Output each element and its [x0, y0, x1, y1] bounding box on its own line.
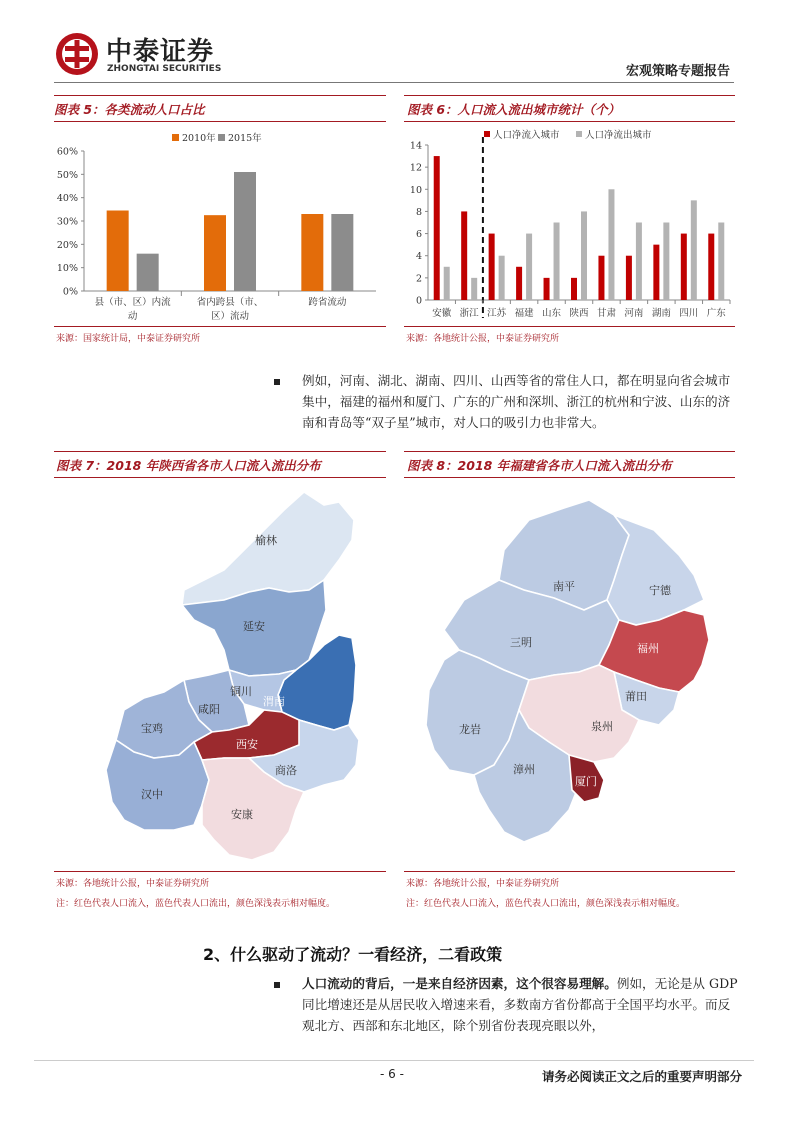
fig6-ytick: 14 — [409, 140, 422, 152]
fig5-title-rule — [54, 121, 386, 122]
fig8-bottom-rule — [404, 871, 735, 872]
fig6-xtick-label: 江苏 — [487, 308, 507, 319]
fig5-ytick: 50% — [56, 169, 78, 181]
label-baoji: 宝鸡 — [141, 722, 163, 735]
fig5-ytick: 30% — [56, 216, 78, 228]
fig6-ytick: 10 — [409, 184, 422, 196]
fig7-title: 图表 7：2018 年陕西省各市人口流入流出分布 — [56, 458, 321, 473]
fig6-xtick-label: 陕西 — [569, 308, 589, 319]
fig5-legend-label-1: 2015年 — [228, 133, 262, 144]
fig5-legend-swatch-1 — [218, 134, 225, 141]
company-logo-icon — [54, 31, 100, 77]
fig5-bar — [137, 254, 159, 291]
fig6-bar — [571, 278, 577, 300]
fig6-xtick-label: 福建 — [514, 308, 534, 319]
fig6-bar — [636, 223, 642, 301]
fig6-bar — [663, 223, 669, 301]
fig6-ytick: 6 — [415, 229, 422, 241]
fig6-top-rule — [404, 95, 735, 96]
fig6-bar — [626, 256, 632, 300]
fig5-ytick: 40% — [56, 193, 78, 205]
section-heading: 2、什么驱动了流动？一看经济，二看政策 — [203, 945, 503, 964]
fig6-bar — [691, 200, 697, 300]
fig6-bar — [554, 223, 560, 301]
label-ankang: 安康 — [231, 808, 253, 821]
label-shangluo: 商洛 — [275, 764, 297, 777]
page-number: - 6 - — [380, 1067, 404, 1081]
label-hanzhong: 汉中 — [141, 788, 163, 801]
fig8-top-rule — [404, 451, 735, 452]
fig5-xtick-label: 省内跨县（市、区）流动 — [196, 297, 264, 322]
fig6-bar — [653, 245, 659, 300]
fig6-bar — [461, 211, 467, 300]
fig8-note: 注：红色代表人口流入，蓝色代表人口流出，颜色深浅表示相对幅度。 — [406, 899, 686, 909]
fig6-xtick-label: 四川 — [679, 308, 699, 319]
fig6-bar — [581, 211, 587, 300]
fig6-xtick-label: 甘肃 — [596, 308, 616, 319]
fig6-bar — [444, 267, 450, 300]
fig7-source: 来源：各地统计公报，中泰证券研究所 — [56, 879, 210, 889]
paragraph-1: 例如，河南、湖北、湖南、四川、山西等省的常住人口，都在明显向省会城市集中，福建的福州和厦门、广东的广州和深圳、浙江的杭州和宁波、山东的济南和青岛等“双子星”城市，对人口的吸引力也非常大。 — [302, 373, 731, 430]
fig6-source: 来源：各地统计公报，中泰证券研究所 — [406, 334, 560, 344]
fig5-ytick: 20% — [56, 239, 78, 251]
fig7-top-rule — [54, 451, 386, 452]
fig6-xtick-label: 安徽 — [432, 308, 452, 319]
label-yulin: 榆林 — [255, 534, 277, 547]
fig5-legend-label-0: 2010年 — [182, 133, 216, 144]
paragraph-2-rest: 例如，无论是从 GDP 同比增速还是从居民收入增速来看，多数南方省份都高于全国平均水平。而反观北方、西部和东北地区，除个别省份表现亮眼以外， — [302, 976, 738, 1033]
fig6-bar — [516, 267, 522, 300]
label-putian: 莆田 — [625, 690, 647, 703]
fig5-legend-swatch-0 — [172, 134, 179, 141]
fig6-xtick-label: 山东 — [542, 308, 562, 319]
label-quanzhou: 泉州 — [591, 720, 613, 733]
bullet-2 — [274, 982, 280, 988]
fig6-bar — [544, 278, 550, 300]
fig5-xtick-label: 县（市、区）内流动 — [94, 297, 171, 322]
fig5-bottom-rule — [54, 326, 386, 327]
fig5-title: 图表 5：各类流动人口占比 — [54, 102, 205, 117]
fig6-bar — [608, 189, 614, 300]
fig6-ytick: 12 — [409, 162, 422, 174]
fig6-ytick: 8 — [415, 206, 422, 218]
fig6-legend-swatch-0 — [484, 131, 490, 137]
label-longyan: 龙岩 — [459, 723, 481, 736]
label-xian: 西安 — [236, 738, 258, 751]
label-tongchuan: 铜川 — [230, 685, 252, 698]
label-ningde: 宁德 — [649, 584, 671, 597]
fig6-bar — [526, 234, 532, 300]
fig8-source: 来源：各地统计公报，中泰证券研究所 — [406, 879, 560, 889]
fig6-bar — [598, 256, 604, 300]
fig6-xtick-label: 浙江 — [459, 308, 479, 319]
fig6-bar — [489, 234, 495, 300]
fig6-bottom-rule — [404, 326, 735, 327]
fig6-bar — [708, 234, 714, 300]
header-divider — [54, 82, 734, 83]
fig6-legend-label-0: 人口净流入城市 — [493, 130, 560, 141]
label-fuzhou: 福州 — [637, 642, 659, 655]
shaanxi-map — [54, 480, 386, 868]
fig6-bar — [471, 278, 477, 300]
fig5-source: 来源：国家统计局，中泰证券研究所 — [56, 334, 201, 344]
fig7-bottom-rule — [54, 871, 386, 872]
fig5-bar — [204, 215, 226, 291]
fig8-title-rule — [404, 477, 735, 478]
fig5-ytick: 10% — [56, 263, 78, 275]
fig5-bar — [234, 172, 256, 291]
fig7-title-rule — [54, 477, 386, 478]
fig6-bar — [681, 234, 687, 300]
footer-disclaimer: 请务必阅读正文之后的重要声明部分 — [541, 1069, 742, 1084]
fig6-bar — [499, 256, 505, 300]
fig7-note: 注：红色代表人口流入，蓝色代表人口流出，颜色深浅表示相对幅度。 — [56, 899, 336, 909]
fig5-chart — [54, 123, 386, 325]
label-sanming: 三明 — [510, 636, 532, 649]
fig6-legend-swatch-1 — [576, 131, 582, 137]
fig6-xtick-label: 广东 — [706, 308, 726, 319]
label-xiamen: 厦门 — [575, 775, 597, 788]
label-zhangzhou: 漳州 — [513, 763, 535, 776]
fig6-ytick: 2 — [415, 273, 422, 285]
paragraph-2 — [302, 973, 740, 1036]
fig6-title-rule — [404, 121, 735, 122]
fig6-bar — [718, 223, 724, 301]
fig6-ytick: 0 — [415, 295, 422, 307]
fig6-ytick: 4 — [415, 251, 422, 263]
fig6-chart — [404, 123, 735, 325]
logo-en: ZHONGTAI SECURITIES — [107, 64, 222, 74]
fig5-xtick-label: 跨省流动 — [308, 297, 347, 308]
footer-divider — [34, 1060, 754, 1061]
fig6-title: 图表 6：人口流入流出城市统计（个） — [407, 102, 621, 117]
fig5-top-rule — [54, 95, 386, 96]
fig5-ytick: 0% — [62, 286, 78, 298]
fig5-bar — [301, 214, 323, 291]
fig5-bar — [331, 214, 353, 291]
fujian-map — [404, 480, 735, 868]
fig5-bar — [107, 211, 129, 292]
label-yanan: 延安 — [243, 620, 265, 633]
logo-cn: 中泰证券 — [106, 37, 215, 67]
fig6-xtick-label: 湖南 — [651, 308, 671, 319]
label-xianyang: 咸阳 — [198, 703, 220, 716]
report-type: 宏观策略专题报告 — [625, 64, 730, 79]
label-weinan: 渭南 — [263, 695, 285, 708]
fig6-bar — [434, 156, 440, 300]
bullet-1 — [274, 379, 280, 385]
label-nanping: 南平 — [553, 580, 575, 593]
fig6-legend-label-1: 人口净流出城市 — [585, 130, 652, 141]
fig5-ytick: 60% — [56, 146, 78, 158]
paragraph-2-bold: 人口流动的背后，一是来自经济因素，这个很容易理解。 — [302, 976, 617, 991]
fig6-xtick-label: 河南 — [624, 308, 644, 319]
fig8-title: 图表 8：2018 年福建省各市人口流入流出分布 — [407, 458, 672, 473]
